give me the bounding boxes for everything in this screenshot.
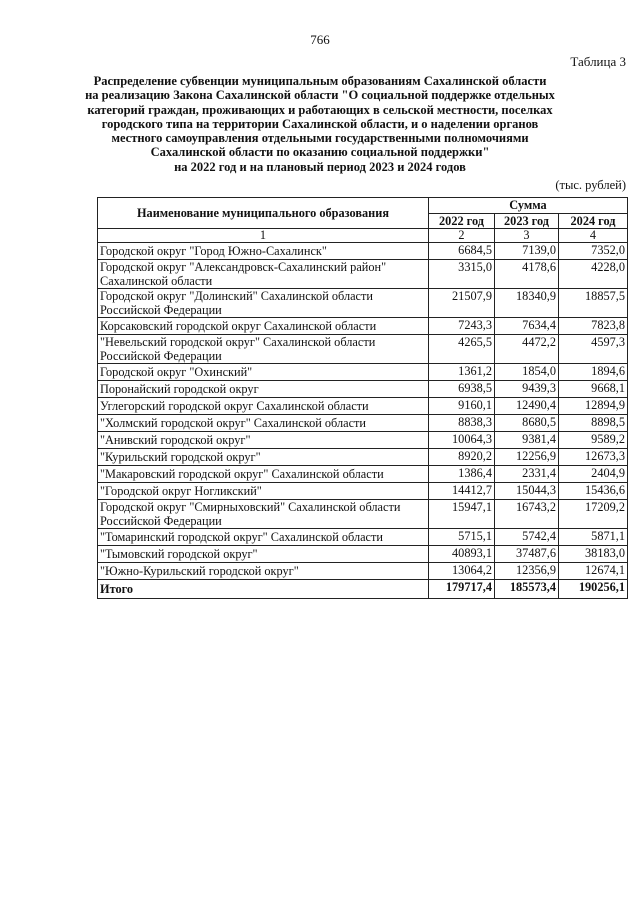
municipality-name: "Анивский городской округ" [98,432,429,449]
amount-2024: 9668,1 [559,381,628,398]
amount-2022: 7243,3 [429,318,495,335]
amount-2024: 7352,0 [559,243,628,260]
amount-2022: 1386,4 [429,466,495,483]
title-line: на реализацию Закона Сахалинской области "О социальной поддержке отдельных [85,88,555,103]
table-row [98,243,628,260]
amount-2022: 5715,1 [429,529,495,546]
column-number: 2 [429,229,495,243]
municipality-name: Углегорский городской округ Сахалинской области [98,398,429,415]
amount-2024: 38183,0 [559,546,628,563]
amount-2023: 2331,4 [495,466,559,483]
title-line: на 2022 год и на плановый период 2023 и 2024 годов [174,159,466,174]
table-row [98,500,628,529]
amount-2022: 21507,9 [429,289,495,318]
amount-2024: 4228,0 [559,260,628,289]
table-row [98,449,628,466]
table-label: Таблица 3 [570,54,626,69]
amount-2024: 7823,8 [559,318,628,335]
amount-2023: 18340,9 [495,289,559,318]
amount-2024: 15436,6 [559,483,628,500]
amount-2023: 4178,6 [495,260,559,289]
title-line: местного самоуправления отдельными государственными полномочиями [111,131,529,146]
municipality-name: "Южно-Курильский городской округ" [98,563,429,580]
amount-2023: 12356,9 [495,563,559,580]
municipality-name: Городской округ "Город Южно-Сахалинск" [98,243,429,260]
amount-2023: 7139,0 [495,243,559,260]
table-row [98,546,628,563]
municipality-name: "Тымовский городской округ" [98,546,429,563]
amount-2022: 40893,1 [429,546,495,563]
table-row [98,466,628,483]
amount-2023: 16743,2 [495,500,559,529]
amount-2022: 10064,3 [429,432,495,449]
table-row [98,483,628,500]
amount-2022: 8920,2 [429,449,495,466]
total-row [98,580,628,599]
amount-2024: 12674,1 [559,563,628,580]
column-number-row [98,229,628,243]
title-line: Распределение субвенции муниципальным образованиям Сахалинской области [93,74,547,88]
table-row [98,563,628,580]
header-year-2023: 2023 год [495,213,559,229]
municipality-name: Корсаковский городской округ Сахалинской области [98,318,429,335]
header-name: Наименование муниципального образования [98,198,429,229]
amount-2022: 6684,5 [429,243,495,260]
table-row [98,318,628,335]
amount-2024: 4597,3 [559,335,628,364]
title-line: категорий граждан, проживающих и работающих в сельской местности, поселках [87,102,553,117]
municipality-name: "Макаровский городской округ" Сахалинской области [98,466,429,483]
table-row [98,529,628,546]
amount-2022: 13064,2 [429,563,495,580]
total-2024: 190256,1 [559,580,628,599]
municipality-name: "Городской округ Ногликский" [98,483,429,500]
amount-2023: 4472,2 [495,335,559,364]
document-title [70,74,570,174]
amount-2024: 8898,5 [559,415,628,432]
municipality-name: "Курильский городской округ" [98,449,429,466]
title-line: городского типа на территории Сахалинской области, и о наделении органов [101,116,539,131]
amount-2022: 4265,5 [429,335,495,364]
table-row [98,260,628,289]
amount-2022: 15947,1 [429,500,495,529]
amount-2022: 6938,5 [429,381,495,398]
amount-2023: 8680,5 [495,415,559,432]
column-number: 3 [495,229,559,243]
title-line: Сахалинской области по оказанию социальной поддержки" [150,145,490,160]
municipality-name: "Невельский городской округ" Сахалинской области Российской Федерации [98,335,429,364]
header-year-2022: 2022 год [429,213,495,229]
amount-2024: 18857,5 [559,289,628,318]
table-row [98,415,628,432]
total-2023: 185573,4 [495,580,559,599]
amount-2023: 1854,0 [495,364,559,381]
amount-2024: 2404,9 [559,466,628,483]
municipality-name: Городской округ "Охинский" [98,364,429,381]
subvention-table [97,197,628,599]
municipality-name: "Томаринский городской округ" Сахалинской области [98,529,429,546]
column-number: 4 [559,229,628,243]
municipality-name: Поронайский городской округ [98,381,429,398]
total-2022: 179717,4 [429,580,495,599]
table-row [98,381,628,398]
amount-2024: 1894,6 [559,364,628,381]
table-row [98,289,628,318]
units-label: (тыс. рублей) [555,178,626,192]
amount-2024: 17209,2 [559,500,628,529]
column-number: 1 [98,229,429,243]
amount-2022: 8838,3 [429,415,495,432]
amount-2022: 14412,7 [429,483,495,500]
amount-2023: 15044,3 [495,483,559,500]
amount-2023: 37487,6 [495,546,559,563]
header-year-2024: 2024 год [559,213,628,229]
amount-2023: 9381,4 [495,432,559,449]
amount-2022: 1361,2 [429,364,495,381]
amount-2023: 5742,4 [495,529,559,546]
municipality-name: Городской округ "Смирныховский" Сахалинской области Российской Федерации [98,500,429,529]
municipality-name: Городской округ "Долинский" Сахалинской области Российской Федерации [98,289,429,318]
amount-2023: 12256,9 [495,449,559,466]
amount-2024: 5871,1 [559,529,628,546]
table-row [98,432,628,449]
table-body [98,243,628,599]
header-sum: Сумма [429,198,628,214]
amount-2024: 9589,2 [559,432,628,449]
amount-2022: 3315,0 [429,260,495,289]
amount-2023: 7634,4 [495,318,559,335]
amount-2024: 12894,9 [559,398,628,415]
table-row [98,398,628,415]
amount-2024: 12673,3 [559,449,628,466]
municipality-name: "Холмский городской округ" Сахалинской области [98,415,429,432]
table-row [98,335,628,364]
table-row [98,364,628,381]
amount-2022: 9160,1 [429,398,495,415]
amount-2023: 12490,4 [495,398,559,415]
amount-2023: 9439,3 [495,381,559,398]
total-label: Итого [98,580,429,599]
municipality-name: Городской округ "Александровск-Сахалинский район" Сахалинской области [98,260,429,289]
page-number: 766 [310,32,330,47]
